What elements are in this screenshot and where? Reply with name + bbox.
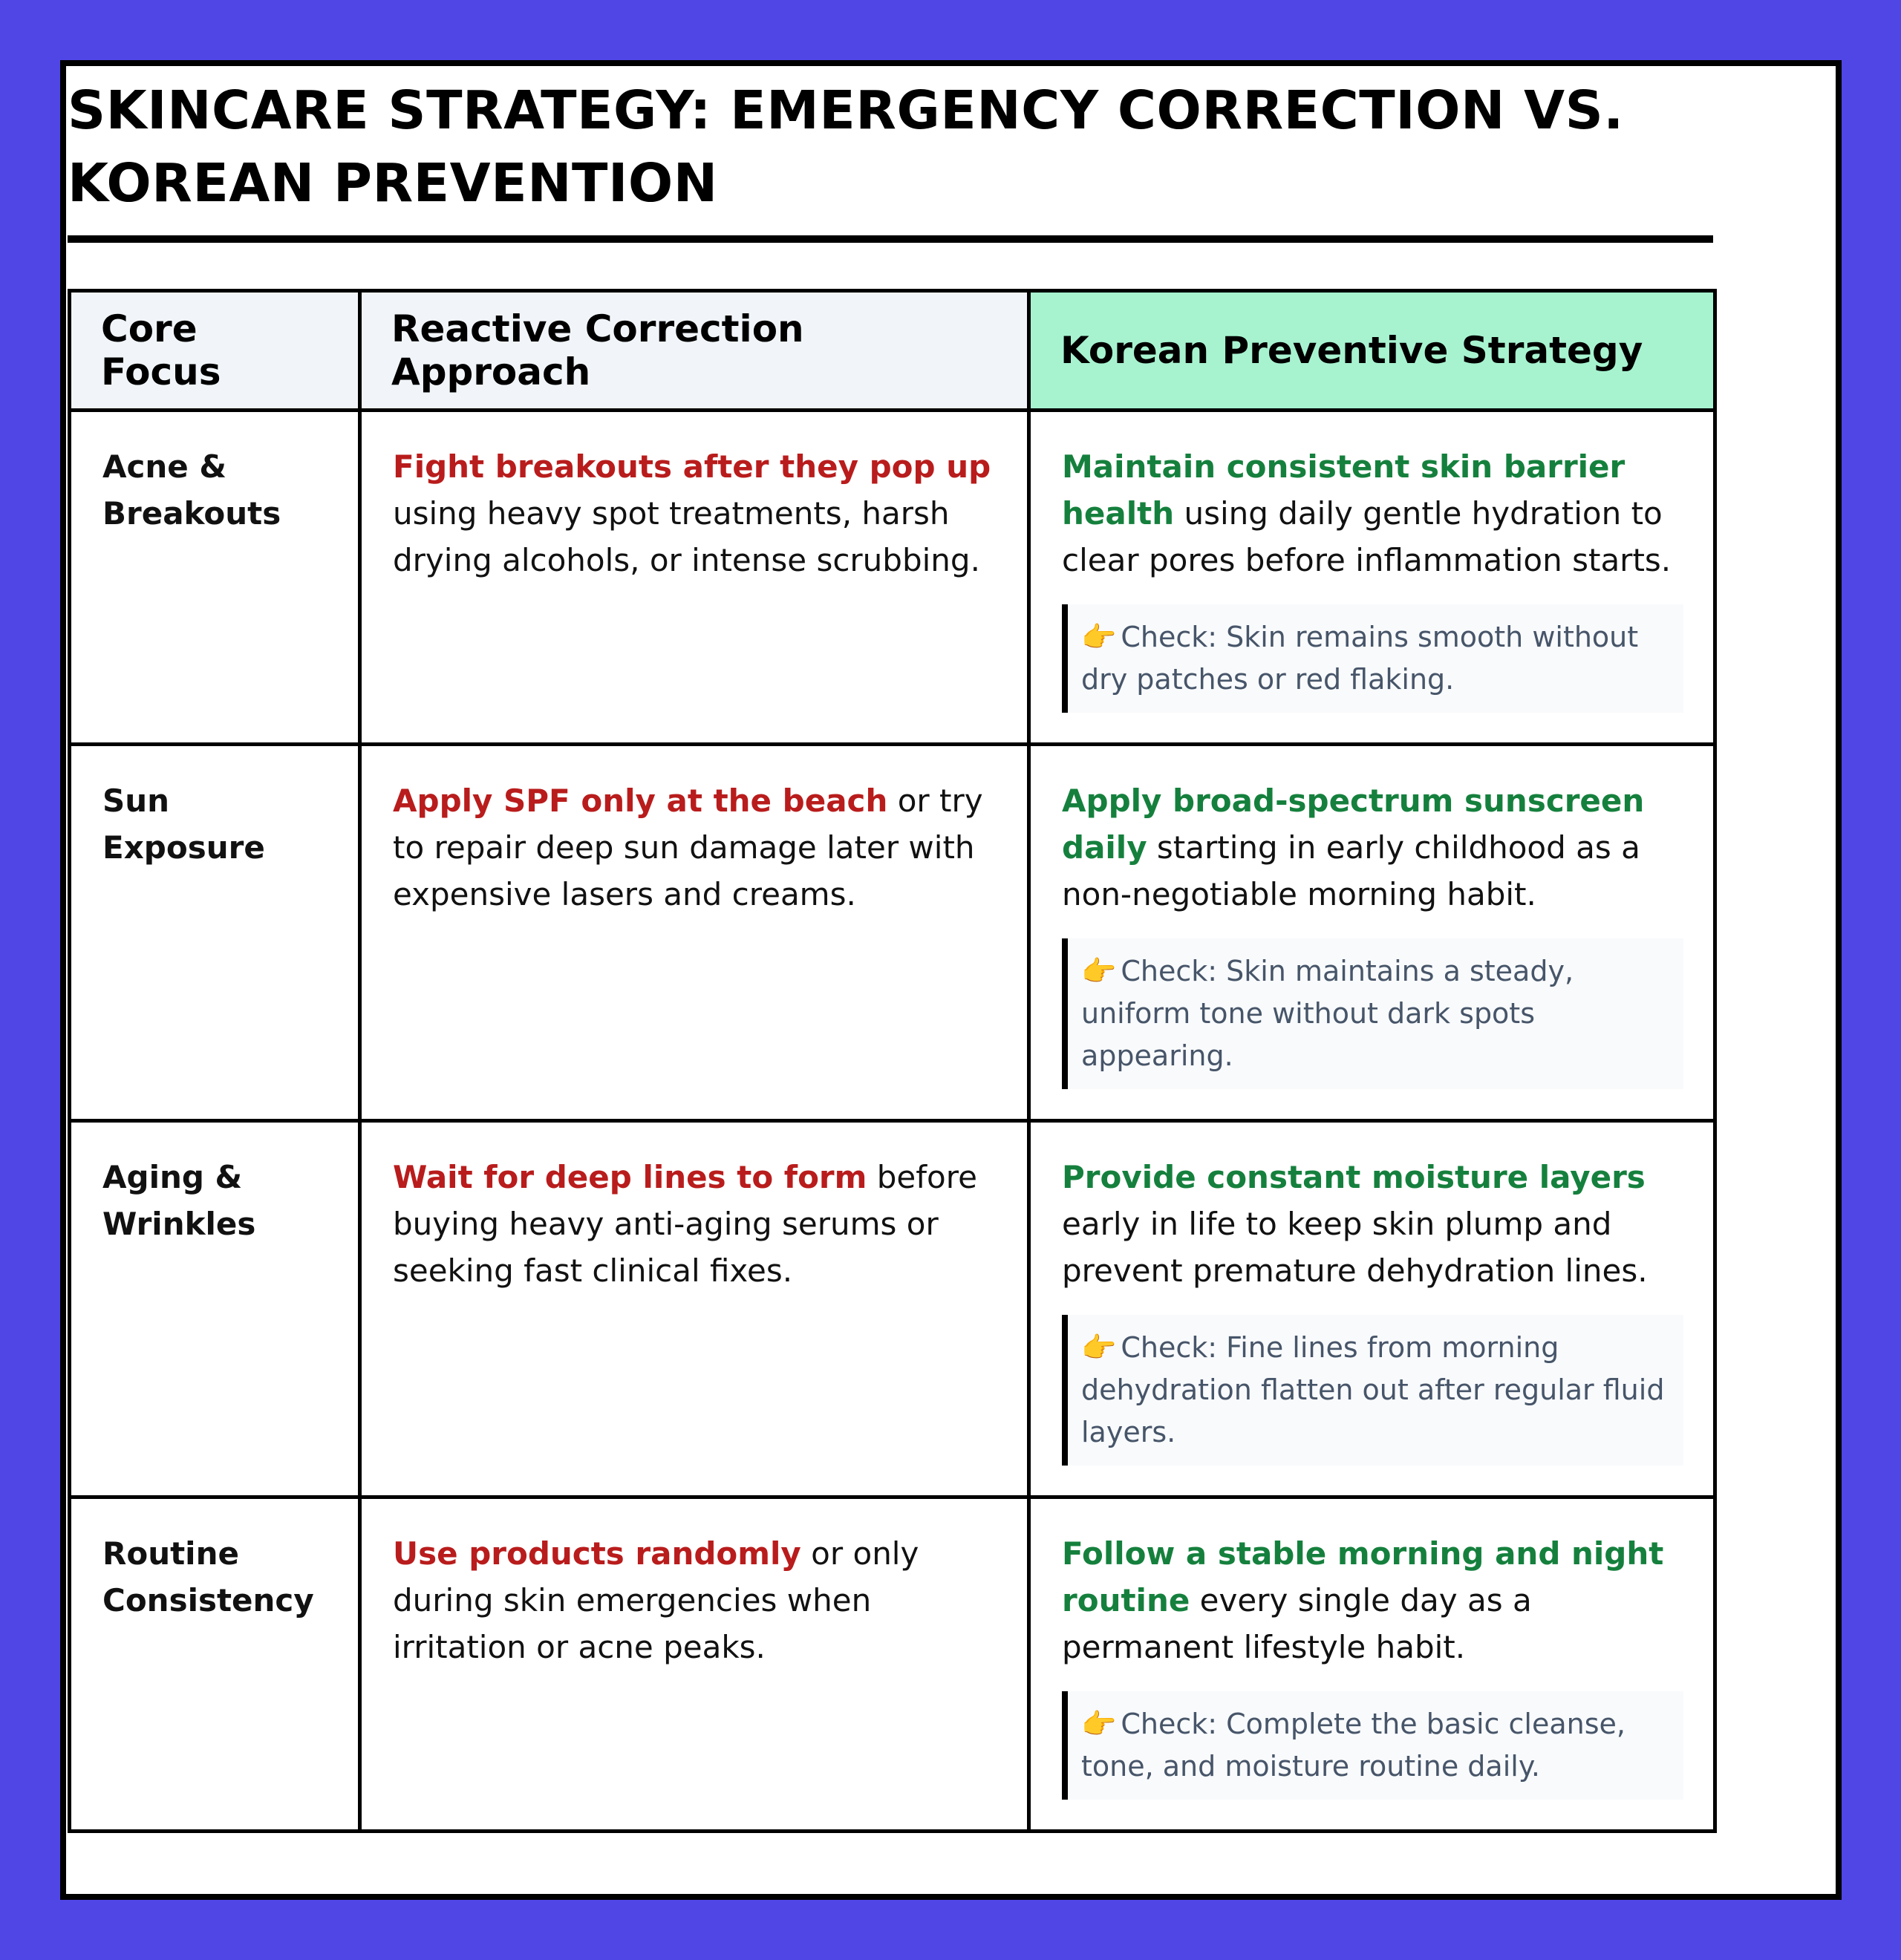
- reactive-lead: Apply SPF only at the beach: [393, 783, 888, 819]
- table-row: [70, 745, 1715, 1121]
- row-focus-label: Acne & Breakouts: [70, 411, 360, 745]
- pointing-hand-icon: 👉: [1081, 1331, 1117, 1364]
- pointing-hand-icon: 👉: [1081, 621, 1117, 653]
- row-focus-label: Aging & Wrinkles: [70, 1121, 360, 1497]
- reactive-cell: [360, 411, 1029, 745]
- check-text: Check: Skin maintains a steady, uniform tone without dark spots appearing.: [1081, 955, 1574, 1072]
- check-callout: [1062, 1691, 1683, 1800]
- table-row: [70, 1497, 1715, 1832]
- preventive-lead: Follow a stable morning and night routine: [1062, 1535, 1664, 1618]
- preventive-cell: [1029, 1121, 1715, 1497]
- pointing-hand-icon: 👉: [1081, 1708, 1117, 1740]
- preventive-cell: [1029, 411, 1715, 745]
- check-callout: [1062, 1315, 1683, 1466]
- reactive-text: before buying heavy anti-aging serums or seeking fast clinical fixes.: [393, 1159, 977, 1289]
- table-header-row: [70, 291, 1715, 411]
- reactive-cell: [360, 1497, 1029, 1832]
- page-title: SKINCARE STRATEGY: EMERGENCY CORRECTION VS. KOREAN PREVENTION: [68, 79, 1624, 214]
- check-callout: [1062, 604, 1683, 713]
- header-reactive-approach: Reactive Correction Approach: [360, 291, 1029, 411]
- reactive-cell: [360, 745, 1029, 1121]
- check-text: Check: Fine lines from morning dehydration flatten out after regular fluid layers.: [1081, 1331, 1665, 1448]
- preventive-lead: Provide constant moisture layers: [1062, 1159, 1646, 1195]
- preventive-cell: [1029, 745, 1715, 1121]
- header-preventive-strategy: Korean Preventive Strategy: [1029, 291, 1715, 411]
- title-divider: [68, 235, 1713, 243]
- pointing-hand-icon: 👉: [1081, 955, 1117, 987]
- reactive-lead: Wait for deep lines to form: [393, 1159, 867, 1195]
- row-focus-label: Routine Consistency: [70, 1497, 360, 1832]
- reactive-text: using heavy spot treatments, harsh drying alcohols, or intense scrubbing.: [393, 495, 980, 578]
- row-focus-label: Sun Exposure: [70, 745, 360, 1121]
- preventive-lead: Maintain consistent skin barrier health: [1062, 448, 1626, 532]
- reactive-cell: [360, 1121, 1029, 1497]
- table-row: [70, 1121, 1715, 1497]
- table-row: [70, 411, 1715, 745]
- preventive-lead: Apply broad-spectrum sunscreen daily: [1062, 783, 1645, 866]
- reactive-text: or try to repair deep sun damage later with expensive lasers and creams.: [393, 783, 983, 912]
- preventive-cell: [1029, 1497, 1715, 1832]
- reactive-lead: Use products randomly: [393, 1535, 801, 1572]
- preventive-text: starting in early childhood as a non-negotiable morning habit.: [1062, 829, 1640, 912]
- preventive-text: early in life to keep skin plump and prevent premature dehydration lines.: [1062, 1206, 1648, 1289]
- check-text: Check: Skin remains smooth without dry patches or red flaking.: [1081, 621, 1639, 696]
- header-core-focus: Core Focus: [70, 291, 360, 411]
- check-callout: [1062, 938, 1683, 1089]
- reactive-lead: Fight breakouts after they pop up: [393, 448, 991, 485]
- preventive-text: every single day as a permanent lifestyle habit.: [1062, 1582, 1532, 1665]
- comparison-table: [68, 289, 1717, 1833]
- preventive-text: using daily gentle hydration to clear pores before inflammation starts.: [1062, 495, 1672, 578]
- check-text: Check: Complete the basic cleanse, tone, and moisture routine daily.: [1081, 1708, 1626, 1783]
- reactive-text: or only during skin emergencies when irritation or acne peaks.: [393, 1535, 919, 1665]
